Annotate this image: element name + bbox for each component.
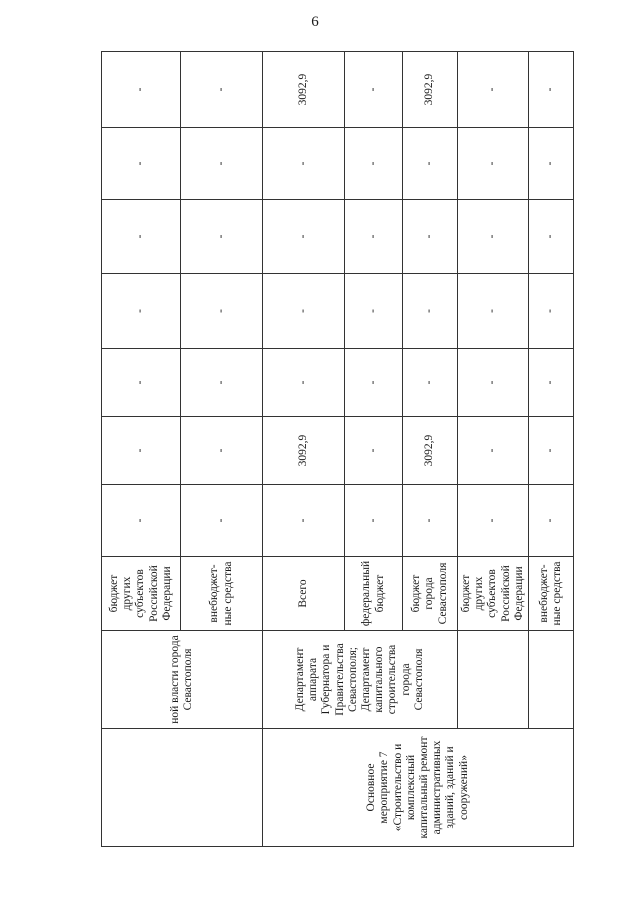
source-cell: бюджет города Севастополя bbox=[403, 557, 458, 631]
value-cell: - bbox=[181, 349, 263, 417]
source-cell: федеральный бюджет bbox=[345, 557, 403, 631]
value-cell: - bbox=[458, 52, 529, 128]
source-cell: внебюджет-ные средства bbox=[181, 557, 263, 631]
source-cell: Всего bbox=[263, 557, 345, 631]
responsible-cell: Департамент аппарата Губернатора и Правительства Севастополя; Департамент капитального строительства города Севастополя bbox=[263, 631, 458, 729]
value-cell: 3092,9 bbox=[403, 52, 458, 128]
value-cell: - bbox=[263, 485, 345, 557]
empty-cell bbox=[458, 631, 529, 729]
value-cell: - bbox=[102, 128, 181, 200]
value-cell: - bbox=[181, 485, 263, 557]
value-cell: - bbox=[181, 128, 263, 200]
value-cell: 3092,9 bbox=[403, 417, 458, 485]
rotated-table-frame bbox=[101, 52, 564, 847]
table-wrapper bbox=[101, 52, 564, 847]
value-cell: - bbox=[529, 128, 574, 200]
value-cell: - bbox=[529, 349, 574, 417]
value-cell: - bbox=[263, 128, 345, 200]
responsible-cell: ной власти города Севастополя bbox=[102, 631, 263, 729]
funding-table bbox=[101, 51, 574, 847]
value-cell: - bbox=[458, 485, 529, 557]
value-cell: - bbox=[529, 274, 574, 349]
value-cell: - bbox=[345, 274, 403, 349]
value-cell: - bbox=[403, 128, 458, 200]
value-cell: - bbox=[345, 417, 403, 485]
measure-title-cell: Основное мероприятие 7 «Строительство и комплексный капитальный ремонт административных зданий, зданий и сооружений» bbox=[263, 729, 574, 847]
source-cell: внебюджет-ные средства bbox=[529, 557, 574, 631]
table-row bbox=[263, 52, 345, 847]
value-cell: - bbox=[102, 52, 181, 128]
value-cell: - bbox=[458, 417, 529, 485]
value-cell: - bbox=[181, 200, 263, 274]
value-cell: - bbox=[102, 349, 181, 417]
value-cell: - bbox=[458, 128, 529, 200]
value-cell: - bbox=[102, 274, 181, 349]
value-cell: - bbox=[263, 349, 345, 417]
value-cell: - bbox=[181, 52, 263, 128]
value-cell: - bbox=[403, 274, 458, 349]
value-cell: - bbox=[181, 274, 263, 349]
value-cell: - bbox=[181, 417, 263, 485]
value-cell: - bbox=[102, 417, 181, 485]
table-row bbox=[458, 52, 529, 847]
value-cell: - bbox=[458, 274, 529, 349]
value-cell: - bbox=[345, 200, 403, 274]
value-cell: - bbox=[529, 417, 574, 485]
value-cell: - bbox=[458, 349, 529, 417]
value-cell: - bbox=[403, 485, 458, 557]
value-cell: - bbox=[458, 200, 529, 274]
page-number: 6 bbox=[311, 14, 319, 30]
value-cell: - bbox=[529, 485, 574, 557]
empty-cell bbox=[102, 729, 263, 847]
value-cell: - bbox=[345, 349, 403, 417]
empty-cell bbox=[529, 631, 574, 729]
value-cell: - bbox=[403, 200, 458, 274]
value-cell: - bbox=[403, 349, 458, 417]
value-cell: - bbox=[529, 52, 574, 128]
value-cell: - bbox=[263, 200, 345, 274]
source-cell: бюджет других субъектов Российской Федерации bbox=[458, 557, 529, 631]
value-cell: 3092,9 bbox=[263, 417, 345, 485]
table-row bbox=[102, 52, 181, 847]
value-cell: - bbox=[345, 52, 403, 128]
value-cell: - bbox=[345, 485, 403, 557]
value-cell: - bbox=[102, 485, 181, 557]
value-cell: - bbox=[529, 200, 574, 274]
table-row bbox=[529, 52, 574, 847]
source-cell: бюджет других субъектов Российской Федерации bbox=[102, 557, 181, 631]
value-cell: - bbox=[263, 274, 345, 349]
value-cell: - bbox=[102, 200, 181, 274]
value-cell: - bbox=[345, 128, 403, 200]
value-cell: 3092,9 bbox=[263, 52, 345, 128]
